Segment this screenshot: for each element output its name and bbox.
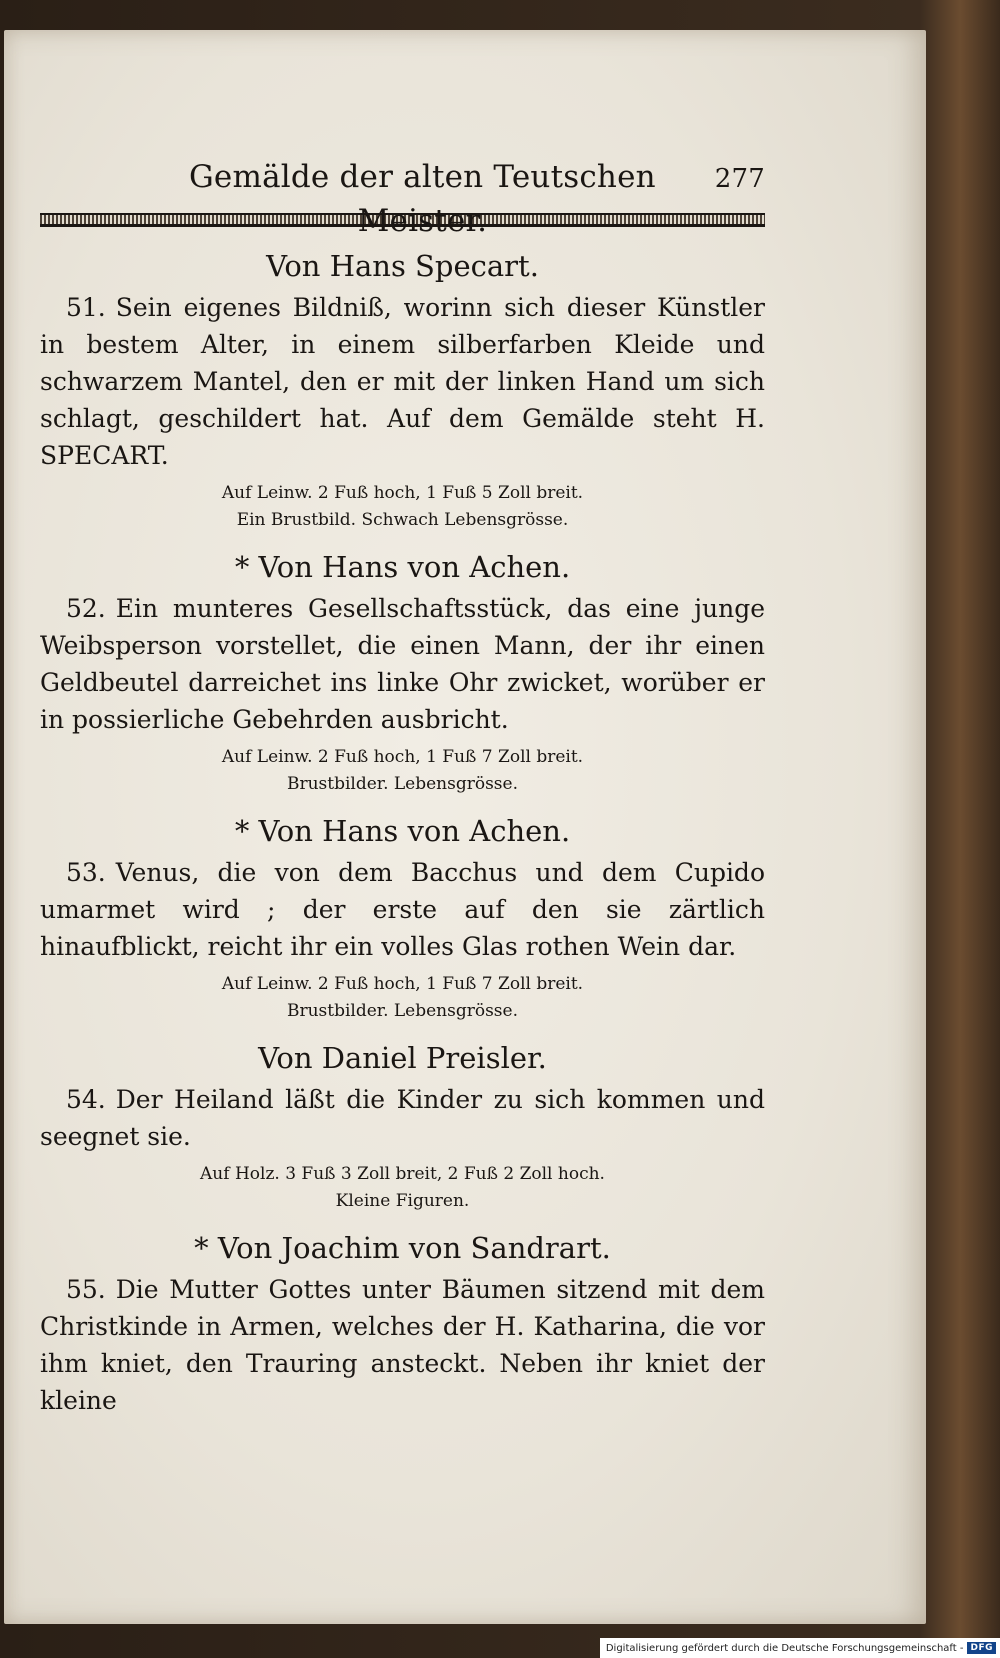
section-heading: Von Hans Specart. bbox=[266, 249, 539, 283]
section-52 bbox=[40, 548, 765, 798]
entry-number: 52. bbox=[66, 594, 106, 623]
entry-body: Venus, die von dem Bacchus und dem Cupido umarmet wird ; der erste auf den sie zärtlich hinaufblickt, reicht ihr ein volles Glas rothen Wein dar. bbox=[40, 858, 765, 961]
section-heading: Von Daniel Preisler. bbox=[258, 1041, 547, 1075]
entry-meta-line1: Auf Leinw. 2 Fuß hoch, 1 Fuß 7 Zoll breit. bbox=[221, 974, 584, 994]
entry-meta-line2: Ein Brustbild. Schwach Lebensgrösse. bbox=[236, 510, 569, 530]
section-heading: * Von Joachim von Sandrart. bbox=[194, 1231, 611, 1265]
section-51 bbox=[40, 247, 765, 534]
section-54 bbox=[40, 1039, 765, 1215]
entry-meta-line1: Auf Leinw. 2 Fuß hoch, 1 Fuß 7 Zoll breit. bbox=[221, 747, 584, 767]
section-heading: * Von Hans von Achen. bbox=[234, 550, 571, 584]
entry-body: Sein eigenes Bildniß, worinn sich dieser Künstler in bestem Alter, in einem silberfarben Kleide und schwarzem Mantel, den er mit der linken Hand um sich schlagt, geschildert hat. Auf dem Gemälde steht H. SPECART. bbox=[40, 293, 765, 470]
entry-body: Ein munteres Gesellschaftsstück, das eine junge Weibsperson vorstellet, die einen Mann, der ihr einen Geldbeutel darreichet ins linke Ohr zwicket, worüber er in possierliche Gebehrden ausbricht. bbox=[40, 594, 765, 734]
page-text bbox=[40, 155, 765, 1419]
entry-text bbox=[40, 289, 765, 474]
entry-meta-line2: Brustbilder. Lebensgrösse. bbox=[286, 1001, 518, 1021]
running-head bbox=[40, 155, 765, 239]
entry-text bbox=[40, 1271, 765, 1419]
entry-text bbox=[40, 1081, 765, 1155]
section-heading: * Von Hans von Achen. bbox=[234, 814, 571, 848]
entry-meta-line2: Brustbilder. Lebensgrösse. bbox=[286, 774, 518, 794]
entry-number: 51. bbox=[66, 293, 106, 322]
entry-text bbox=[40, 590, 765, 738]
credit-text: Digitalisierung gefördert durch die Deutsche Forschungsgemeinschaft - bbox=[605, 1642, 964, 1654]
entry-text bbox=[40, 854, 765, 965]
entry-body: Die Mutter Gottes unter Bäumen sitzend mit dem Christkinde in Armen, welches der H. Katharina, die vor ihm kniet, den Trauring ansteckt. Neben ihr kniet der kleine bbox=[40, 1275, 765, 1415]
section-55 bbox=[40, 1229, 765, 1419]
dfg-logo: DFG bbox=[967, 1642, 996, 1654]
entry-number: 53. bbox=[66, 858, 106, 887]
entry-body: Der Heiland läßt die Kinder zu sich kommen und seegnet sie. bbox=[40, 1085, 765, 1151]
entry-number: 55. bbox=[66, 1275, 106, 1304]
entry-meta-line1: Auf Holz. 3 Fuß 3 Zoll breit, 2 Fuß 2 Zoll hoch. bbox=[200, 1164, 605, 1184]
page-number: 277 bbox=[714, 164, 765, 194]
running-title: Gemälde der alten Teutschen Meister. bbox=[188, 159, 656, 239]
digitization-credit bbox=[600, 1638, 1000, 1658]
entry-meta-line2: Kleine Figuren. bbox=[335, 1191, 470, 1211]
section-53 bbox=[40, 812, 765, 1025]
entry-number: 54. bbox=[66, 1085, 106, 1114]
entry-meta-line1: Auf Leinw. 2 Fuß hoch, 1 Fuß 5 Zoll breit. bbox=[221, 483, 584, 503]
